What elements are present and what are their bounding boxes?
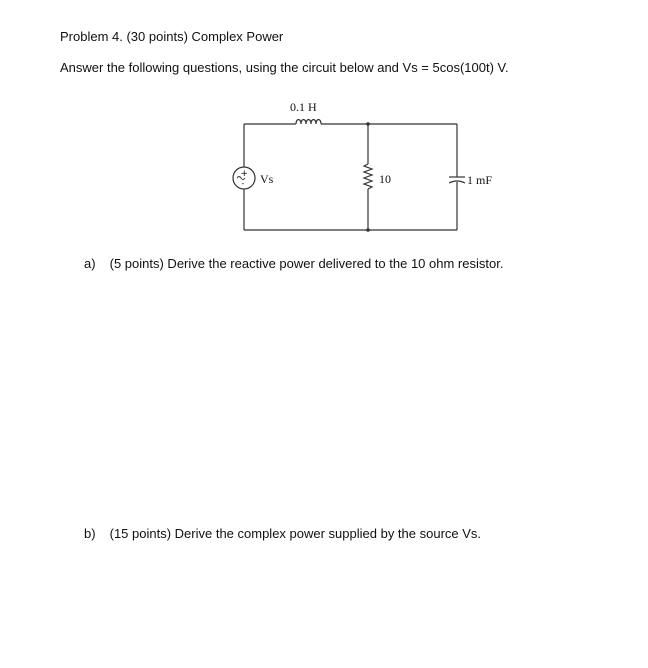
resistor-zigzag [364,164,372,189]
problem-title: Problem 4. (30 points) Complex Power [60,29,284,44]
source-minus-sign: - [241,179,245,188]
question-b-letter: b) [84,526,96,541]
junction-dot [366,122,370,126]
question-a [84,256,503,272]
question-a-text: (5 points) Derive the reactive power delivered to the 10 ohm resistor. [109,256,504,271]
inductor-label: 0.1 H [290,100,317,114]
problem-instructions: Answer the following questions, using the circuit below and Vs = 5cos(100t) V. [60,60,509,75]
inductor-coil [296,120,321,125]
source-plus-sign: + [240,169,249,179]
question-a-letter: a) [84,256,96,271]
capacitor-label: 1 mF [467,173,493,187]
question-b [84,526,481,542]
source-label: Vs [260,172,274,186]
junction-dot [366,228,370,232]
question-b-text: (15 points) Derive the complex power supplied by the source Vs. [109,526,482,541]
resistor-label: 10 [379,172,391,186]
